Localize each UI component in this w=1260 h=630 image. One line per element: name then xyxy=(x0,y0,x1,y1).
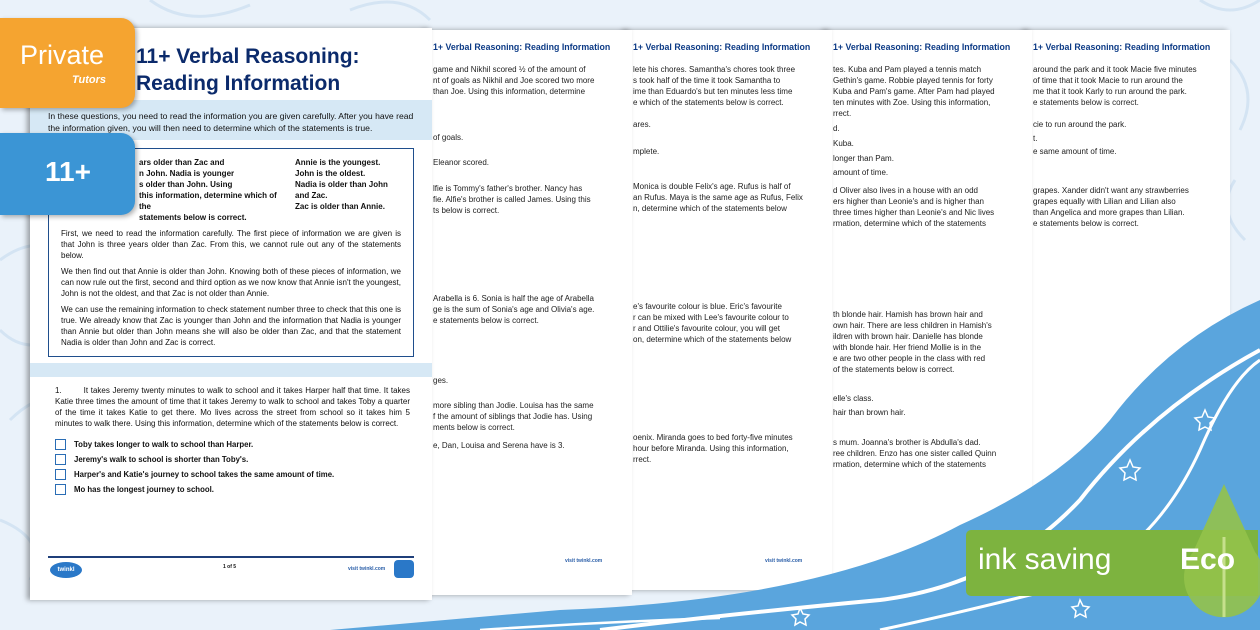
text-line: lfie is Tommy's father's brother. Nancy has xyxy=(433,184,583,193)
text-line: ares. xyxy=(633,120,651,129)
page-title: 1+ Verbal Reasoning: Reading Information xyxy=(1033,42,1211,52)
explanation-paragraph: We then find out that Annie is older than John. Knowing both of these pieces of information, we can now rule out the first, second and third option as we now know that Annie isn't the youngest, John is not the oldest, and that Zac is not older than Annie. xyxy=(61,267,401,298)
text-line: Monica is double Felix's age. Rufus is half of xyxy=(633,182,791,191)
text-line: e statements below is correct. xyxy=(1033,98,1139,107)
text-line: e are two other people in the class with red xyxy=(833,354,986,363)
badge-private-text: Private xyxy=(20,40,105,70)
text-line: nt of goals as Nikhil and Joe scored two more xyxy=(433,76,595,85)
option-1[interactable]: Toby takes longer to walk to school than Harper. xyxy=(55,437,432,452)
footer-site: visit twinkl.com xyxy=(348,566,386,572)
text-line: game and Nikhil scored ½ of the amount of xyxy=(433,65,586,74)
text-line: s mum. Joanna's brother is Abdulla's dad. xyxy=(833,438,981,447)
text-line: e which of the statements below is correct. xyxy=(633,98,784,107)
example-line: n John. Nadia is younger xyxy=(139,169,235,178)
badge-tutors-text: Tutors xyxy=(72,74,107,86)
example-question xyxy=(139,157,289,223)
page-title: 1+ Verbal Reasoning: Reading Information xyxy=(633,42,811,52)
text-line: t. xyxy=(1033,134,1038,143)
text-line: fie. Alfie's brother is called James. Using this xyxy=(433,195,591,204)
option-2[interactable]: Jeremy's walk to school is shorter than Toby's. xyxy=(55,452,432,467)
text-line: f the amount of siblings that Jodie has. Using xyxy=(433,412,593,421)
option-4[interactable]: Mo has the longest journey to school. xyxy=(55,482,432,497)
example-line: Nadia is older than John and Zac. xyxy=(295,180,388,200)
text-line: an Rufus. Maya is the same age as Rufus, Felix xyxy=(633,193,803,202)
page-title: 1+ Verbal Reasoning: Reading Information xyxy=(433,42,611,52)
text-line: of time that it took Macie to run around the xyxy=(1033,76,1183,85)
divider-band xyxy=(30,363,432,377)
text-line: three times higher than Leonie's and Nic lives xyxy=(833,208,995,217)
text-line: ime than Eduardo's but ten minutes less time xyxy=(633,87,793,96)
text-line: e's favourite colour is blue. Eric's favourite xyxy=(633,302,782,311)
quality-badge-icon xyxy=(394,560,414,578)
text-line: ges. xyxy=(433,376,449,385)
checkbox[interactable] xyxy=(55,454,66,465)
explanation-paragraph: We can use the remaining information to check statement number three to check that this one is true. We already know that Zac is younger than John and the information that Nadia is younger than Annie but older than John means she will also be older than Zac, and that the statement Nadia is older than John and Zac is correct. xyxy=(61,305,401,347)
text-line: Arabella is 6. Sonia is half the age of Arabella xyxy=(433,294,594,303)
text-line: s took half of the time it took Samantha to xyxy=(633,76,781,85)
text-line: hair than brown hair. xyxy=(833,408,906,417)
text-line: mplete. xyxy=(633,147,660,156)
text-line: rmation, determine which of the statements xyxy=(833,219,986,228)
footer-site: visit twinkl.com xyxy=(565,558,603,564)
text-line: than Joe. Using this information, determine xyxy=(433,87,586,96)
text-line: r and Ottilie's favourite colour, you will get xyxy=(633,324,780,333)
example-line: this information, determine which of the xyxy=(139,191,277,211)
text-line: ten minutes with Zoe. Using this information, xyxy=(833,98,991,107)
text-line: th blonde hair. Hamish has brown hair and xyxy=(833,310,983,319)
question-1: 1. It takes Jeremy twenty minutes to walk to school and it takes Harper half that time. It takes Katie three times the amount of time that it takes Jeremy to walk to school and takes Toby a quarter of the time it takes Katie to get there. Mo lives across the street from school so it takes him 5 minutes to walk there. Using this information, determine which of the statements below is correct. xyxy=(55,386,410,428)
badge-11plus-text: 11+ xyxy=(45,156,91,187)
eleven-plus-badge xyxy=(0,133,135,215)
checkbox[interactable] xyxy=(55,484,66,495)
text-line: hour before Miranda. Using this information, xyxy=(633,444,789,453)
text-line: ildren with brown hair. Danielle has blonde xyxy=(833,332,983,341)
explanation-paragraph: First, we need to read the information carefully. The first piece of information we are given is that John is three years older than Zac. From this, we cannot rule out any of the statements below. xyxy=(61,229,401,260)
private-tutors-badge xyxy=(0,18,135,108)
text-line: e statements below is correct. xyxy=(1033,219,1139,228)
text-line: of the statements below is correct. xyxy=(833,365,955,374)
text-line: own hair. There are less children in Hamish's xyxy=(833,321,992,330)
text-line: grapes. Xander didn't want any strawberries xyxy=(1033,186,1189,195)
text-line: with blonde hair. Her friend Mollie is in the xyxy=(833,343,982,352)
footer-site: visit twinkl.com xyxy=(765,558,803,564)
worksheet-title: 11+ Verbal Reasoning: Reading Information xyxy=(136,45,360,95)
text-line: e, Dan, Louisa and Serena have is 3. xyxy=(433,441,565,450)
example-line: Annie is the youngest. xyxy=(295,158,381,167)
ink-saving-label: ink saving xyxy=(978,543,1112,576)
text-line: me that it took Karly to run around the park. xyxy=(1033,87,1187,96)
text-line: cie to run around the park. xyxy=(1033,120,1127,129)
text-line: rrect. xyxy=(633,455,652,464)
text-line: d Oliver also lives in a house with an odd xyxy=(833,186,978,195)
text-line: rrect. xyxy=(833,109,852,118)
text-line: d. xyxy=(833,124,840,133)
text-line: tes. Kuba and Pam played a tennis match xyxy=(833,65,982,74)
page-number: 1 of 5 xyxy=(223,564,237,570)
text-line: around the park and it took Macie five minutes xyxy=(1033,65,1197,74)
example-line: ars older than Zac and xyxy=(139,158,225,167)
text-line: of goals. xyxy=(433,133,464,142)
checkbox[interactable] xyxy=(55,439,66,450)
text-line: Gethin's game. Robbie played tennis for forty xyxy=(833,76,993,85)
text-line: ts below is correct. xyxy=(433,206,500,215)
example-line: statements below is correct. xyxy=(139,213,247,222)
eco-label: Eco xyxy=(1180,543,1236,576)
example-line: s older than John. Using xyxy=(139,180,233,189)
checkbox[interactable] xyxy=(55,469,66,480)
example-line: Zac is older than Annie. xyxy=(295,202,385,211)
text-line: Kuba and Pam's game. After Pam had played xyxy=(833,87,995,96)
twinkl-logo: twinkl xyxy=(50,562,82,578)
page-title: 1+ Verbal Reasoning: Reading Information xyxy=(833,42,1011,52)
text-line: than Angelica and more grapes than Lilian. xyxy=(1033,208,1185,217)
footer-line xyxy=(48,556,414,558)
text-line: Eleanor scored. xyxy=(433,158,490,167)
example-line: John is the oldest. xyxy=(295,169,366,178)
text-line: longer than Pam. xyxy=(833,154,894,163)
worksheet-page-1 xyxy=(30,28,432,600)
text-line: rmation, determine which of the statements xyxy=(833,460,986,469)
text-line: ers higher than Leonie's and is higher than xyxy=(833,197,984,206)
option-3[interactable]: Harper's and Katie's journey to school takes the same amount of time. xyxy=(55,467,432,482)
text-line: ge is the sum of Sonia's age and Olivia's age. xyxy=(433,305,595,314)
text-line: amount of time. xyxy=(833,168,889,177)
text-line: n, determine which of the statements below xyxy=(633,204,787,213)
text-line: more sibling than Jodie. Louisa has the same xyxy=(433,401,594,410)
text-line: lete his chores. Samantha's chores took three xyxy=(633,65,796,74)
text-line: ree children. Enzo has one sister called Quinn xyxy=(833,449,997,458)
text-line: r can be mixed with Lee's favourite colour to xyxy=(633,313,789,322)
text-line: e statements below is correct. xyxy=(433,316,539,325)
text-line: on, determine which of the statements below xyxy=(633,335,792,344)
text-line: elle's class. xyxy=(833,394,874,403)
example-statements xyxy=(295,157,399,223)
text-line: grapes equally with Lilian and Lilian also xyxy=(1033,197,1176,206)
instructions: In these questions, you need to read the information you are given carefully. After you have read the information given, you will then need to determine which of the statements is true. xyxy=(30,100,432,140)
text-line: ments below is correct. xyxy=(433,423,515,432)
text-line: oenix. Miranda goes to bed forty-five minutes xyxy=(633,433,793,442)
text-line: Kuba. xyxy=(833,139,854,148)
text-line: e same amount of time. xyxy=(1033,147,1117,156)
